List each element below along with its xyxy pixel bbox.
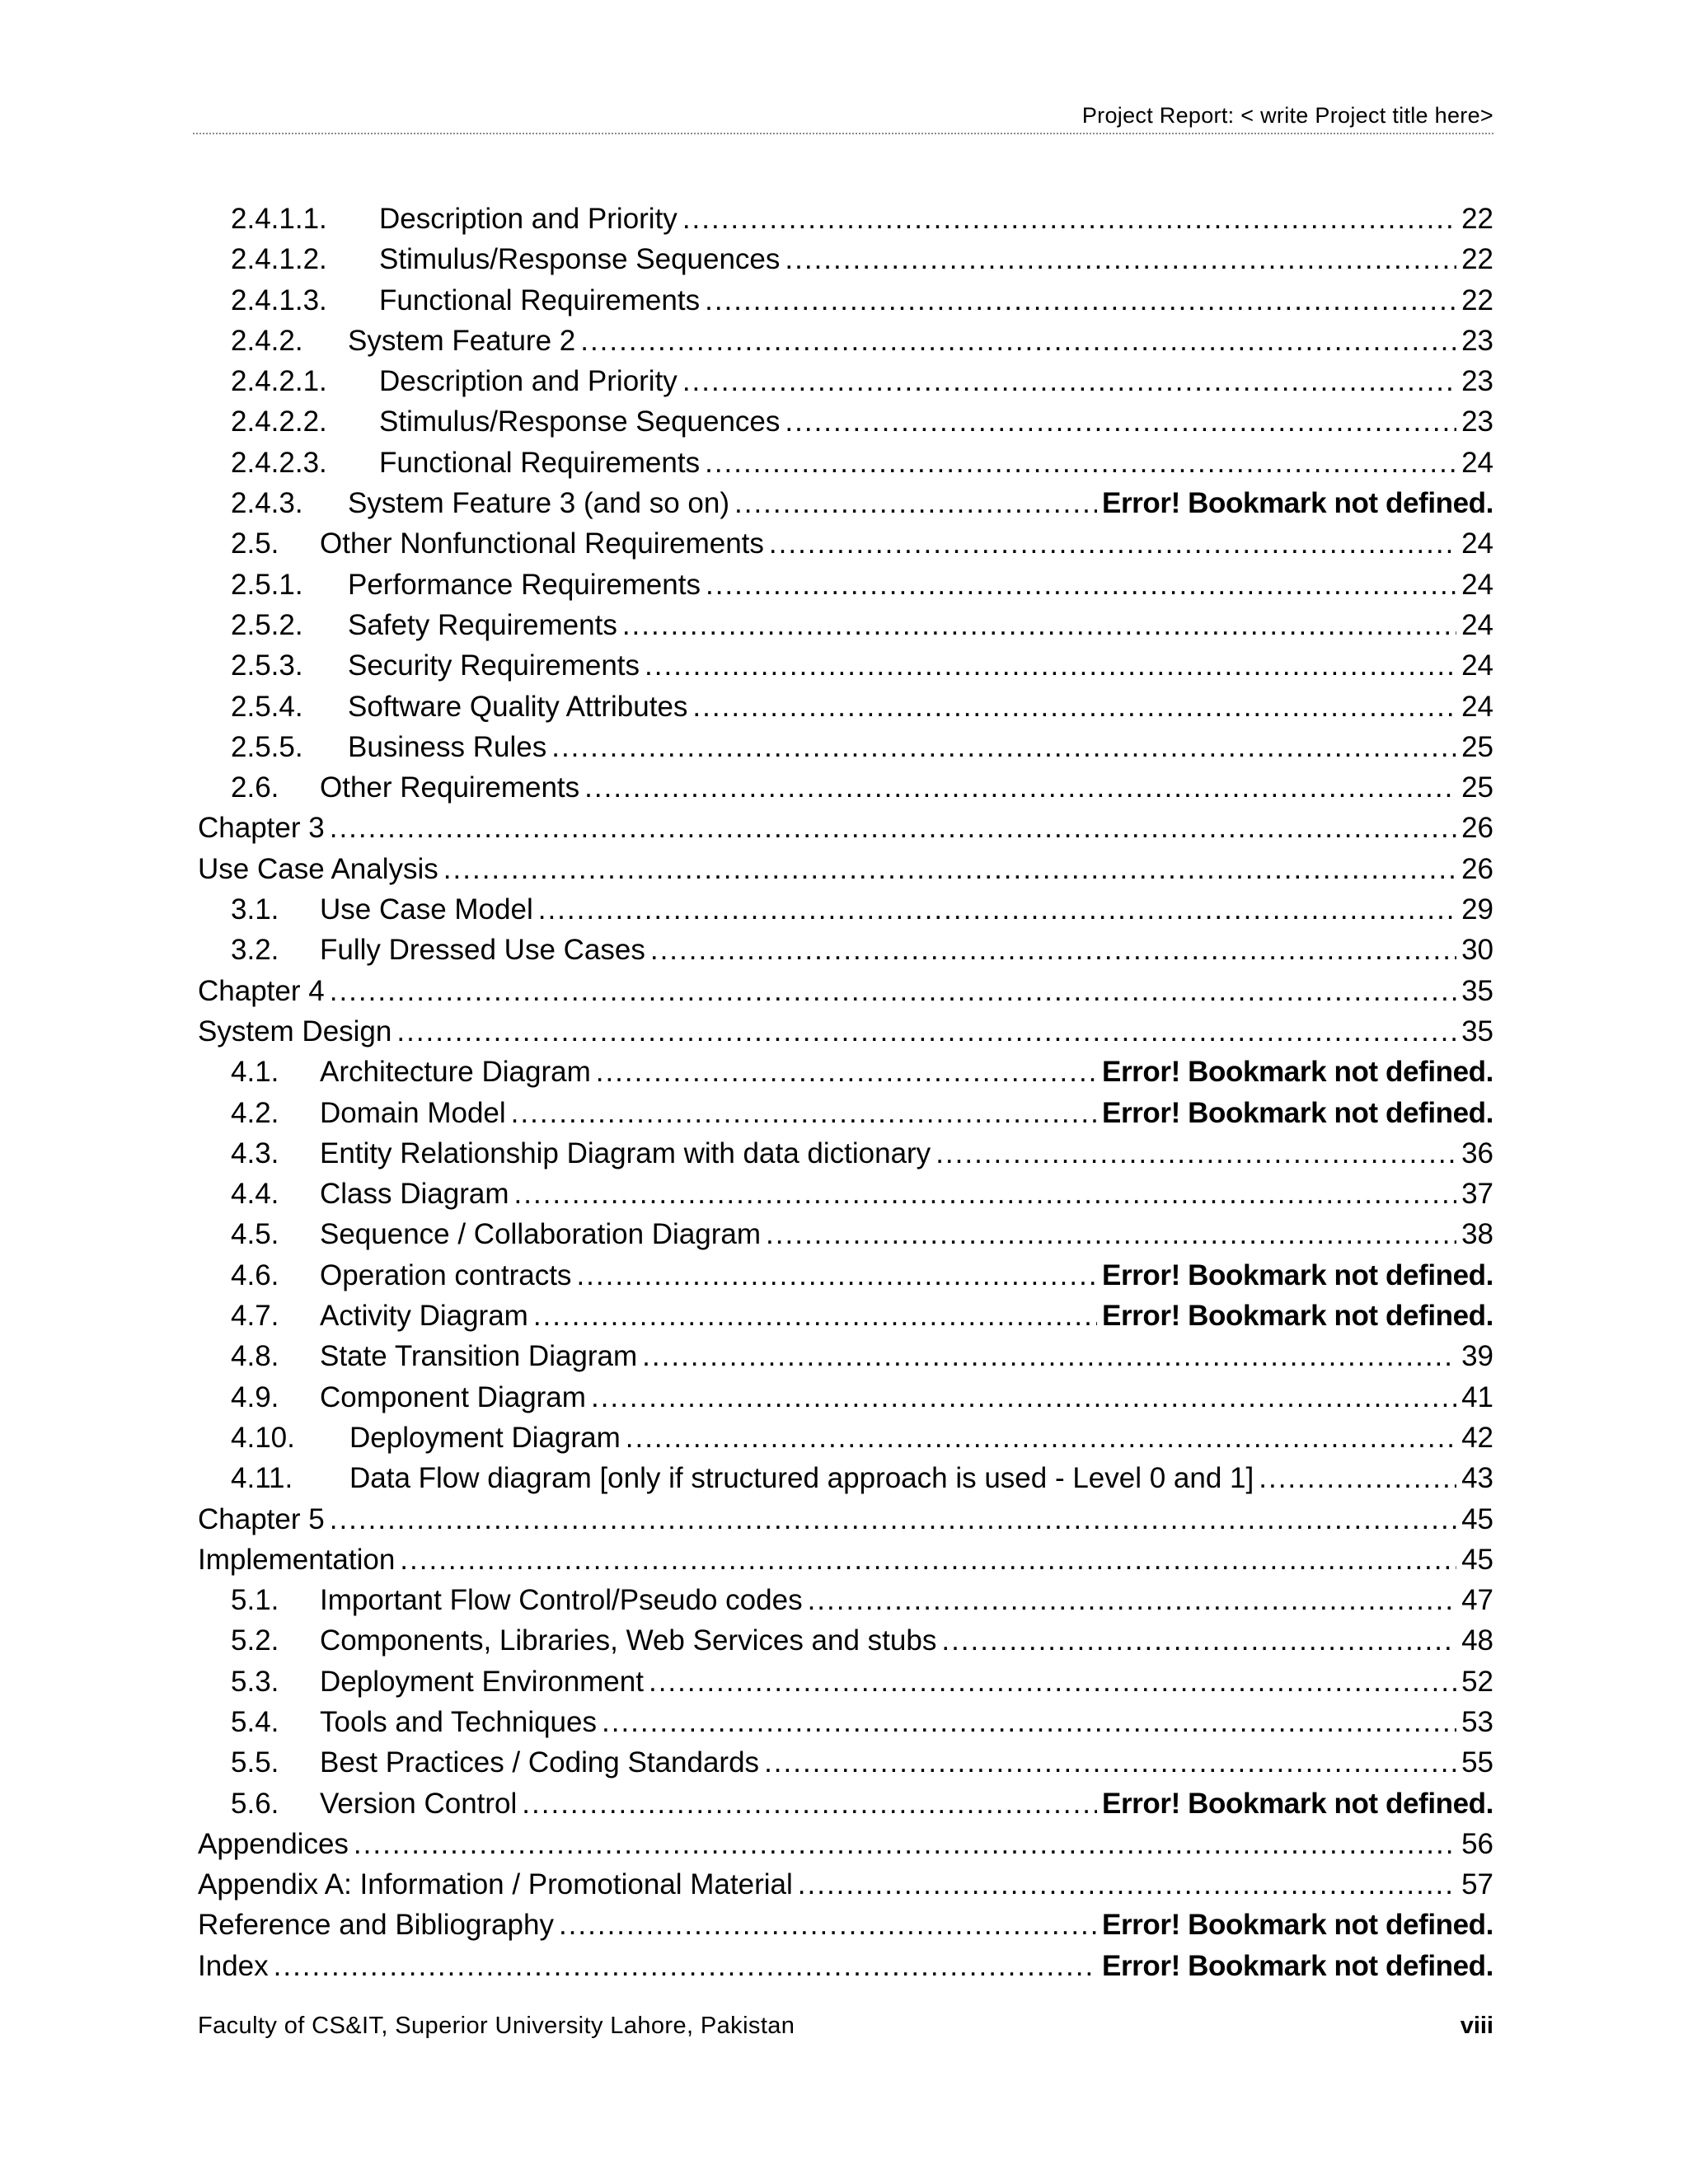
toc-entry-title: Safety Requirements [348,608,617,641]
toc-dot-leader [400,1540,1456,1580]
toc-entry[interactable] [198,1540,1493,1580]
toc-entry-page: 41 [1461,1380,1493,1413]
toc-dot-leader [1259,1458,1456,1498]
toc-dot-leader [764,1742,1456,1783]
toc-entry-page: 23 [1461,405,1493,438]
toc-entry-page: 26 [1461,812,1493,845]
toc-entry-number: 2.5.2. [231,608,303,641]
toc-entry-number: 5.1. [231,1584,279,1617]
toc-dot-leader [642,1336,1456,1376]
toc-entry-number: 4.6. [231,1258,279,1291]
toc-dot-leader [522,1783,1097,1824]
toc-entry-page: 26 [1461,852,1493,885]
toc-entry[interactable] [198,361,1493,401]
toc-entry-page: 45 [1461,1543,1493,1576]
toc-entry-number: 2.5.5. [231,730,303,763]
toc-entry[interactable] [198,1864,1493,1905]
toc-entry-page: 24 [1461,446,1493,479]
toc-entry[interactable] [198,1377,1493,1418]
toc-entry-title: Functional Requirements [379,446,701,479]
toc-entry[interactable] [198,971,1493,1011]
toc-entry-page: 30 [1461,934,1493,967]
toc-entry-number: 2.4.2.3. [231,446,327,479]
toc-entry-page: 35 [1461,1015,1493,1047]
toc-entry-number: 2.4.1.1. [231,203,327,235]
toc-entry[interactable] [198,1580,1493,1620]
toc-entry-page: 23 [1461,365,1493,398]
toc-entry-title: Other Requirements [320,771,580,804]
toc-entry[interactable] [198,1052,1493,1092]
toc-entry[interactable] [198,1296,1493,1336]
toc-entry[interactable] [198,1255,1493,1296]
toc-entry-page: 37 [1461,1178,1493,1211]
toc-dot-leader [591,1377,1456,1418]
toc-entry-title: Architecture Diagram [320,1056,591,1089]
toc-entry-title: Deployment Environment [320,1665,644,1698]
toc-entry-number: 5.4. [231,1705,279,1738]
toc-dot-leader [935,1133,1456,1174]
toc-entry[interactable] [198,808,1493,848]
toc-entry-page: 35 [1461,974,1493,1007]
toc-entry-page: Error! Bookmark not defined. [1102,1787,1493,1820]
toc-dot-leader [706,565,1456,605]
toc-entry-title: Data Flow diagram [only if structured approach is used - Level 0 and 1] [349,1462,1254,1495]
toc-entry-title: Component Diagram [320,1380,586,1413]
toc-entry[interactable] [198,1174,1493,1214]
toc-entry-title: Fully Dressed Use Cases [320,934,645,967]
toc-dot-leader [443,849,1456,889]
toc-entry[interactable] [198,483,1493,523]
toc-entry[interactable] [198,645,1493,686]
toc-entry-page: 43 [1461,1462,1493,1495]
toc-dot-leader [538,889,1456,930]
toc-entry-title: Other Nonfunctional Requirements [320,527,764,560]
toc-dot-leader [705,280,1456,321]
toc-dot-leader [682,361,1456,401]
toc-dot-leader [559,1905,1097,1945]
toc-entry-page: 23 [1461,324,1493,357]
toc-dot-leader [808,1580,1456,1620]
toc-dot-leader [705,443,1456,483]
toc-entry-page: 24 [1461,527,1493,560]
page-header: Project Report: < write Project title here> [1081,103,1493,128]
toc-entry-page: 48 [1461,1624,1493,1657]
toc-entry-title: State Transition Diagram [320,1340,638,1373]
toc-entry-page: 22 [1461,284,1493,316]
toc-dot-leader [274,1946,1097,1986]
toc-entry-number: 3.1. [231,893,279,926]
toc-dot-leader [511,1093,1097,1133]
toc-entry-title: Components, Libraries, Web Services and stubs [320,1624,937,1657]
toc-entry-title: Activity Diagram [320,1300,528,1333]
toc-entry-page: 45 [1461,1502,1493,1535]
toc-dot-leader [596,1052,1097,1092]
toc-dot-leader [798,1864,1456,1905]
toc-entry-title: Use Case Model [320,893,533,926]
toc-entry-page: 52 [1461,1665,1493,1698]
toc-entry-number: 4.8. [231,1340,279,1373]
toc-entry[interactable] [198,1620,1493,1661]
toc-entry-title: Implementation [198,1543,396,1576]
page-footer-institution: Faculty of CS&IT, Superior University Lahore, Pakistan [198,2013,795,2039]
toc-entry-number: 4.5. [231,1218,279,1251]
toc-entry-number: 5.6. [231,1787,279,1820]
toc-entry[interactable] [198,1499,1493,1540]
toc-dot-leader [533,1296,1097,1336]
toc-entry-title: Chapter 3 [198,812,325,845]
toc-entry[interactable] [198,687,1493,727]
toc-entry[interactable] [198,1093,1493,1133]
toc-entry[interactable] [198,321,1493,361]
toc-entry[interactable] [198,1702,1493,1742]
toc-entry-title: Best Practices / Coding Standards [320,1746,760,1779]
toc-entry-title: Chapter 4 [198,974,325,1007]
toc-entry-page: Error! Bookmark not defined. [1102,1096,1493,1129]
toc-entry-title: System Feature 3 (and so on) [348,487,729,520]
toc-entry-page: 38 [1461,1218,1493,1251]
toc-entry-page: Error! Bookmark not defined. [1102,1300,1493,1333]
toc-entry-title: Functional Requirements [379,284,701,316]
toc-dot-leader [626,1418,1456,1458]
toc-entry-page: 24 [1461,690,1493,723]
toc-entry-number: 5.5. [231,1746,279,1779]
toc-entry-title: Software Quality Attributes [348,690,688,723]
toc-entry[interactable] [198,523,1493,564]
toc-entry-page: Error! Bookmark not defined. [1102,1949,1493,1982]
toc-entry[interactable] [198,1336,1493,1376]
toc-entry-page: 42 [1461,1421,1493,1454]
toc-entry-number: 2.4.2.2. [231,405,327,438]
toc-entry[interactable] [198,889,1493,930]
toc-dot-leader [580,321,1456,361]
toc-dot-leader [514,1174,1457,1214]
toc-entry-number: 4.7. [231,1300,279,1333]
toc-entry-title: Version Control [320,1787,518,1820]
toc-entry-page: 25 [1461,771,1493,804]
toc-entry[interactable] [198,199,1493,239]
toc-entry-title: Sequence / Collaboration Diagram [320,1218,762,1251]
toc-entry-title: Domain Model [320,1096,506,1129]
toc-entry-title: Use Case Analysis [198,852,438,885]
toc-entry-title: Chapter 5 [198,1502,325,1535]
toc-entry[interactable] [198,1742,1493,1783]
toc-entry[interactable] [198,1661,1493,1702]
toc-entry-title: Entity Relationship Diagram with data dictionary [320,1137,931,1169]
toc-entry-page: 24 [1461,608,1493,641]
toc-entry-page: Error! Bookmark not defined. [1102,487,1493,520]
toc-entry[interactable] [198,767,1493,808]
toc-dot-leader [785,401,1456,442]
toc-entry[interactable] [198,1011,1493,1052]
toc-entry-number: 4.10. [231,1421,295,1454]
toc-dot-leader [576,1255,1097,1296]
toc-entry-title: Security Requirements [348,649,640,682]
toc-entry-page: 56 [1461,1827,1493,1860]
toc-dot-leader [330,1499,1456,1540]
toc-entry-page: 47 [1461,1584,1493,1617]
toc-dot-leader [769,523,1456,564]
toc-entry-title: Appendix A: Information / Promotional Material [198,1868,793,1901]
toc-entry-page: 53 [1461,1705,1493,1738]
toc-dot-leader [622,605,1456,645]
toc-entry-number: 3.2. [231,934,279,967]
toc-entry[interactable] [198,1458,1493,1498]
toc-dot-leader [766,1214,1456,1254]
page-footer-number: viii [1460,2013,1493,2039]
toc-entry[interactable] [198,1783,1493,1824]
toc-entry-page: 22 [1461,243,1493,276]
toc-entry[interactable] [198,401,1493,442]
table-of-contents [198,199,1493,1986]
toc-dot-leader [682,199,1456,239]
toc-entry-number: 2.5.1. [231,568,303,601]
toc-entry-number: 2.4.2.1. [231,365,327,398]
toc-entry-page: Error! Bookmark not defined. [1102,1056,1493,1089]
toc-dot-leader [650,930,1456,970]
toc-entry-page: 57 [1461,1868,1493,1901]
toc-dot-leader [645,645,1456,686]
toc-entry[interactable] [198,1133,1493,1174]
toc-dot-leader [330,808,1456,848]
toc-dot-leader [649,1661,1456,1702]
toc-entry-title: Reference and Bibliography [198,1909,554,1942]
toc-dot-leader [584,767,1456,808]
toc-entry-number: 2.5.4. [231,690,303,723]
toc-entry-page: 25 [1461,730,1493,763]
toc-entry-number: 5.3. [231,1665,279,1698]
toc-entry-title: Operation contracts [320,1258,572,1291]
header-divider [193,133,1493,134]
toc-dot-leader [692,687,1456,727]
toc-dot-leader [551,727,1456,767]
toc-entry[interactable] [198,280,1493,321]
toc-entry[interactable] [198,1946,1493,1986]
toc-entry[interactable] [198,443,1493,483]
toc-entry-page: Error! Bookmark not defined. [1102,1258,1493,1291]
toc-entry[interactable] [198,239,1493,279]
toc-entry[interactable] [198,1214,1493,1254]
toc-entry-number: 2.5.3. [231,649,303,682]
toc-entry-page: 55 [1461,1746,1493,1779]
toc-dot-leader [330,971,1456,1011]
toc-entry-title: Tools and Techniques [320,1705,597,1738]
toc-entry-number: 2.4.1.2. [231,243,327,276]
toc-dot-leader [785,239,1456,279]
toc-entry-page: 39 [1461,1340,1493,1373]
toc-entry-page: 22 [1461,203,1493,235]
toc-entry-title: System Design [198,1015,392,1047]
toc-entry-page: 36 [1461,1137,1493,1169]
toc-entry-number: 5.2. [231,1624,279,1657]
toc-entry-number: 4.4. [231,1178,279,1211]
toc-entry[interactable] [198,565,1493,605]
toc-entry-page: 29 [1461,893,1493,926]
toc-entry-number: 4.1. [231,1056,279,1089]
toc-entry-title: Deployment Diagram [349,1421,621,1454]
toc-entry-title: Important Flow Control/Pseudo codes [320,1584,803,1617]
toc-entry-number: 2.5. [231,527,279,560]
toc-entry-title: Appendices [198,1827,349,1860]
toc-entry-number: 2.4.2. [231,324,303,357]
toc-entry-number: 4.2. [231,1096,279,1129]
toc-entry[interactable] [198,849,1493,889]
toc-entry-title: Stimulus/Response Sequences [379,405,781,438]
toc-entry-number: 4.9. [231,1380,279,1413]
toc-entry-number: 2.4.3. [231,487,303,520]
toc-entry-number: 4.3. [231,1137,279,1169]
toc-entry-page: 24 [1461,568,1493,601]
toc-dot-leader [396,1011,1456,1052]
toc-entry[interactable] [198,1418,1493,1458]
toc-entry-page: Error! Bookmark not defined. [1102,1909,1493,1942]
toc-entry[interactable] [198,930,1493,970]
toc-entry-page: 24 [1461,649,1493,682]
toc-entry[interactable] [198,727,1493,767]
toc-entry[interactable] [198,1824,1493,1864]
toc-entry-number: 4.11. [231,1462,293,1495]
toc-dot-leader [941,1620,1456,1661]
toc-entry-number: 2.4.1.3. [231,284,327,316]
toc-dot-leader [354,1824,1456,1864]
toc-entry-number: 2.6. [231,771,279,804]
toc-dot-leader [734,483,1097,523]
toc-entry-title: Description and Priority [379,365,678,398]
toc-entry[interactable] [198,1905,1493,1945]
toc-entry-title: Index [198,1949,269,1982]
toc-entry-title: Performance Requirements [348,568,701,601]
toc-entry-title: System Feature 2 [348,324,576,357]
toc-entry-title: Class Diagram [320,1178,509,1211]
toc-entry-title: Stimulus/Response Sequences [379,243,781,276]
toc-entry-title: Description and Priority [379,203,678,235]
toc-entry[interactable] [198,605,1493,645]
toc-dot-leader [602,1702,1456,1742]
toc-entry-title: Business Rules [348,730,547,763]
